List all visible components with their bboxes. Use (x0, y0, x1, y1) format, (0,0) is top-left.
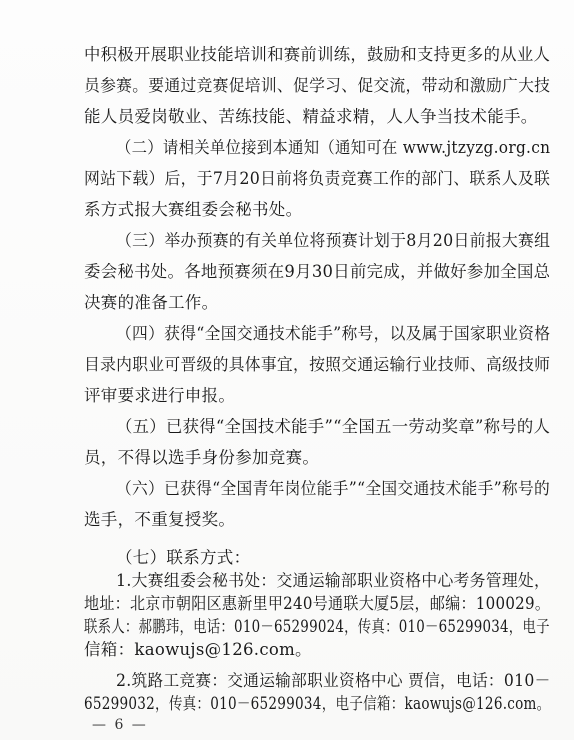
body-line-23: 65299032，传真：010－65299034，电子信箱：kaowujs@126.com。 (84, 694, 551, 713)
body-line-10: （四）获得“全国交通技术能手”称号，以及属于国家职业资格 (116, 324, 551, 343)
body-line-8: 委会秘书处。各地预赛须在9月30日前完成，并做好参加全国总 (84, 262, 551, 281)
body-line-12: 评审要求进行申报。 (84, 386, 236, 405)
body-line-6: 系方式报大赛组委会秘书处。 (84, 200, 303, 219)
body-line-7: （三）举办预赛的有关单位将预赛计划于8月20日前报大赛组 (116, 231, 551, 250)
body-line-15: （六）已获得“全国青年岗位能手”“全国交通技术能手”称号的 (116, 479, 551, 498)
body-line-1: 中积极开展职业技能培训和赛前训练，鼓励和支持更多的从业人 (84, 45, 551, 64)
body-line-22: 2.筑路工竞赛：交通运输部职业资格中心 贾信，电话：010－ (116, 671, 551, 690)
body-line-16: 选手，不重复授奖。 (84, 510, 236, 529)
body-line-9: 决赛的准备工作。 (84, 293, 219, 312)
body-line-20: 联系人：郝鹏玮，电话：010－65299024，传真：010－65299034，电子 (84, 617, 550, 636)
page-number: — 6 — (92, 717, 148, 733)
body-line-3: 能人员爱岗敬业、苦练技能、精益求精，人人争当技术能手。 (84, 107, 538, 126)
body-line-21: 信箱：kaowujs@126.com。 (84, 640, 312, 659)
body-line-11: 目录内职业可晋级的具体事宜，按照交通运输行业技师、高级技师 (84, 355, 551, 374)
body-line-13: （五）已获得“全国技术能手”“全国五一劳动奖章”称号的人 (116, 417, 551, 436)
body-line-4: （二）请相关单位接到本通知（通知可在 www.jtzyzg.org.cn (116, 138, 551, 157)
body-line-19: 地址：北京市朝阳区惠新里甲240号通联大厦5层，邮编：100029。 (84, 594, 551, 613)
body-line-5: 网站下载）后，于7月20日前将负责竞赛工作的部门、联系人及联 (84, 169, 551, 188)
body-line-14: 员，不得以选手身份参加竞赛。 (84, 448, 320, 467)
body-line-17: （七）联系方式： (116, 548, 251, 567)
body-line-18: 1.大赛组委会秘书处：交通运输部职业资格中心考务管理处， (116, 571, 551, 590)
body-line-2: 员参赛。要通过竞赛促培训、促学习、促交流，带动和激励广大技 (84, 76, 551, 95)
